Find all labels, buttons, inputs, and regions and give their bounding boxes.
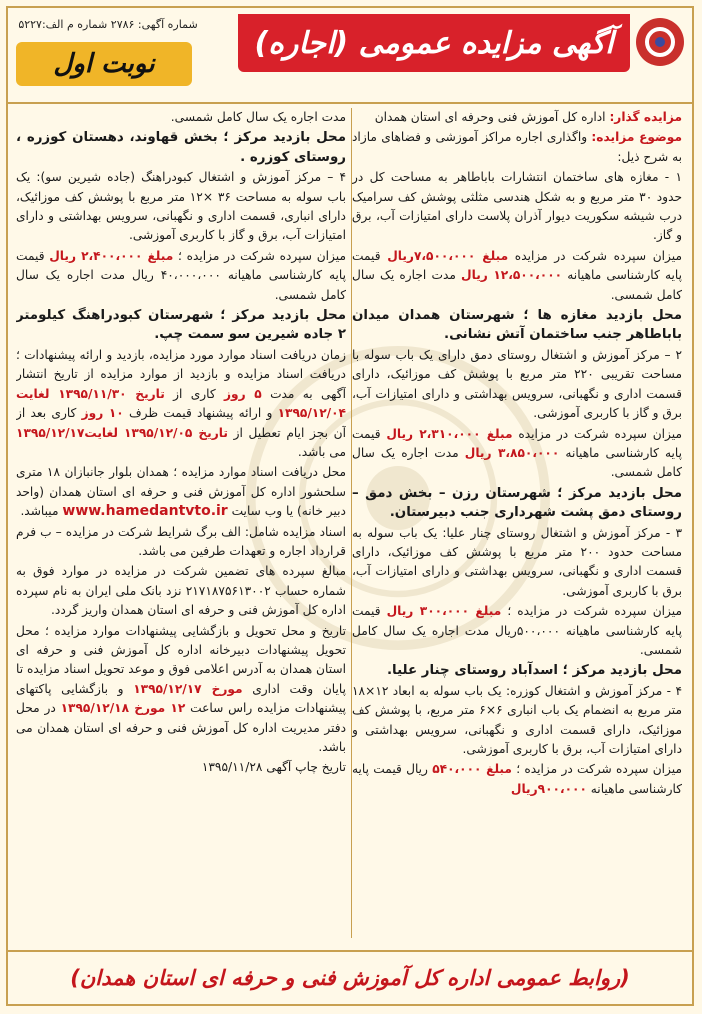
column-divider [351,108,352,938]
item-2-deposit-text: میزان سپرده شرکت در مزایده [512,426,682,441]
item-2-visit-location: محل بازدید مرکز ؛ شهرستان رزن – بخش دمق – روستای دمق پشت شهرداری جنب دبیرستان. [352,485,682,521]
schedule-text-e: می باشد. [297,444,346,459]
schedule-paragraph [16,346,346,462]
item-1-deposit-amount: مبلغ ۷،۵۰۰،۰۰۰ریال [387,248,509,263]
schedule-text-b: کاری از [164,386,224,401]
website-link[interactable]: www.hamedantvto.ir [62,503,228,520]
item-5-deposit [16,247,346,305]
item-4-term: مدت اجاره یک سال کامل شمسی. [170,110,346,124]
item-2-base-amount: ۳،۸۵۰،۰۰۰ ریال [464,445,560,460]
item-1-deposit [352,247,682,305]
item-3-description: ۳ - مرکز آموزش و اشتغال روستای چنار علیا: یک باب سوله به مساحت حدود ۲۰۰ متر مربع با پوشش کف موزائیک، دارای قسمت اداری و نگهبانی، سرویس بهداشتی و دارای امتیازات آب، برق با کاربری آموزشی. [352,525,682,598]
right-column [352,108,682,938]
subject-label: موضوع مزایده: [591,130,682,145]
item-2-description: ۲ – مرکز آموزش و اشتغال روستای دمق دارای یک باب سوله با مساحت تقریبی ۲۲۰ متر مربع با پوشش کف موزائیک، دارای قسمت اداری و نگهبانی، سرویس بهداشتی و دارای امتیازات آب، برق و گاز با کاربری آموزشی. [352,347,682,421]
item-4-visit-location: محل بازدید مرکز ؛ بخش قهاوند، دهستان کوزره ، روستای کوزره . [16,130,346,165]
auctioneer-paragraph [352,108,682,127]
print-date: تاریخ چاپ آگهی ۱۳۹۵/۱۱/۲۸ [201,760,346,775]
opening-time: ۱۲ مورخ ۱۳۹۵/۱۲/۱۸ [60,701,186,716]
page-title: آگهی مزایده عمومی (اجاره) [254,25,614,61]
item-3-deposit [352,602,682,660]
submission-text-b: و بازگشایی پاکتهای پیشنهادات مزایده راس ساعت [16,681,346,716]
item-3-visit-location: محل بازدید مرکز ؛ اسدآباد روستای چنار علیا. [386,663,682,679]
item-4-deposit [352,760,682,799]
deposit-account-paragraph: مبالغ سپرده های تضمین شرکت در مزایده در موارد فوق به شماره حساب ۲۱۷۱۸۷۵۶۱۳۰۰۲ نزد بانک ملی ایران به نام سپرده اداره کل آموزش فنی و حرفه ای استان همدان واریز گردد. [16,564,346,618]
ad-header [8,8,692,100]
title-banner [238,14,630,72]
item-2-deposit [352,425,682,483]
item-1-base-text: قیمت پایه کارشناسی ماهیانه [352,248,682,283]
auctioneer-text: اداره کل آموزش فنی وحرفه ای استان همدان [374,110,610,124]
ad-frame [6,6,694,1006]
item-4-description: ۴ - مرکز آموزش و اشتغال کوزره: یک باب سوله به ابعاد ۱۲×۱۸ متر مربع به انضمام یک باب انباری ۶×۶ متر مربع، با پوشش کف موزائیک، دارای قسمت اداری و نگهبانی، سرویس بهداشتی و دارای امتیازات آب، برق با کاربری آموزشی. [352,683,682,756]
item-3-deposit-amount: مبلغ ۳۰۰،۰۰۰ ریال [386,604,502,619]
item-3-base-text: قیمت پایه کارشناسی ماهیانه ۵۰۰،۰۰۰ریال مدت اجاره یک سال کامل شمسی. [352,604,682,657]
logo-core [655,37,665,47]
schedule-dates-2: تاریخ ۱۳۹۵/۱۲/۰۵ لغایت۱۳۹۵/۱۲/۱۷ [16,425,228,440]
item-5-description: ۴ – مرکز آموزش و اشتغال کبودراهنگ (جاده شیرین سو): یک باب سوله به مساحت ۳۶ ×۱۲ متر مربع با پوشش کف موزائیک، دارای انباری، قسمت اداری و نگهبانی، سرویس بهداشتی و دارای امتیازات آب، برق و گاز با کاربری آموزشی. [16,170,346,243]
item-5-visit-location: محل بازدید مرکز ؛ شهرستان کبودراهنگ کیلومتر ۲ جاده شیرین سو سمت چپ. [16,308,346,343]
item-1-description: ۱ - مغازه های ساختمان انتشارات باباطاهر به مساحت کل در حدود ۳۰ متر مربع و به شکل هندسی مثلثی پوشش کف سرامیک درب شیشه سکوریت دیوار آذران پلاست دارای امتیازات آب، برق و گاز. [352,170,682,243]
item-4-deposit-amount: مبلغ ۵۴۰،۰۰۰ [432,762,512,777]
documents-location-text: محل دریافت اسناد موارد مزایده ؛ همدان بلوار جانبازان ۱۸ متری سلحشور اداره کل آموزش فنی و حرفه ای استان همدان (واحد دبیر خانه) یا وب سایت [16,465,346,519]
logo-ring [645,27,675,57]
item-2-deposit-amount: مبلغ ۲،۳۱۰،۰۰۰ ریال [386,426,513,441]
item-5-deposit-text: میزان سپرده شرکت در مزایده ؛ [173,248,346,263]
submission-text-a: تاریخ و محل تحویل و بازگشایی پیشنهادات موارد مزایده ؛ محل تحویل پیشنهادات دبیرخانه اداره کل آموزش فنی و حرفه ای استان همدان به آدرس اعلامی فوق و موعد تحویل اسناد مزایده تا پایان وقت اداری [16,623,346,696]
left-column [16,108,346,938]
schedule-text-a: زمان دریافت اسناد موارد مورد مزایده، بازدید و ارائه پیشنهادات ؛ دریافت اسناد مزایده و بازدید از موارد مزایده از تاریخ انتشار آگهی به مدت [16,347,346,401]
schedule-text-d: کاری بعد از آن بجز ایام تعطیل از [16,406,346,440]
item-4-deposit-text: میزان سپرده شرکت در مزایده ؛ [511,762,682,777]
publication-round-badge [16,42,192,86]
schedule-days-2: ۱۰ روز [81,406,124,421]
auctioneer-label: مزایده گذار: [609,110,682,124]
item-1-term: مدت اجاره یک سال کامل شمسی. [352,268,682,302]
footer-credit: (روابط عمومی اداره کل آموزش فنی و حرفه ای استان همدان) [70,966,630,990]
item-1-visit-location: محل بازدید مغازه ها ؛ شهرستان همدان میدان باباطاهر جنب ساختمان آتش نشانی. [352,308,682,343]
ad-number: شماره آگهی: ۲۷۸۶ شماره م الف:۵۲۲۷ [18,18,198,31]
item-4-base-amount: ۹۰۰،۰۰۰ریال [510,781,587,796]
item-4-base-text: ریال قیمت پایه کارشناسی ماهیانه [352,762,682,796]
subject-text: واگذاری اجاره مراکز آموزشی و فضاهای مازاد به شرح ذیل: [352,130,682,164]
publication-round-label: نوبت اول [53,49,155,79]
item-1-base-amount: ۱۲،۵۰۰،۰۰۰ ریال [461,268,563,283]
schedule-days-1: ۵ روز [224,386,262,401]
footer-divider [8,950,692,952]
schedule-dates-1: تاریخ ۱۳۹۵/۱۱/۳۰ لغایت ۱۳۹۵/۱۲/۰۴ [16,386,346,421]
submission-paragraph [16,622,346,758]
subject-paragraph [352,128,682,167]
submission-text-c: در محل دفتر مدیریت اداره کل آموزش فنی و حرفه ای استان همدان می باشد. [16,701,346,754]
documents-contents: اسناد مزایده شامل: الف برگ شرایط شرکت در مزایده – ب فرم قرارداد اجاره و تعهدات طرفین می باشد. [16,524,346,558]
schedule-text-c: و ارائه پیشنهاد قیمت ظرف [123,406,278,421]
documents-location-paragraph [16,463,346,521]
item-5-deposit-amount: مبلغ ۲،۴۰۰،۰۰۰ ریال [49,248,174,263]
header-divider [8,102,692,104]
item-1-deposit-text: میزان سپرده شرکت در مزایده [508,248,682,263]
item-2-base-text: قیمت پایه کارشناسی ماهیانه [352,426,682,460]
organization-logo [636,18,684,66]
submission-deadline: مورخ ۱۳۹۵/۱۲/۱۷ [133,681,243,696]
documents-location-end: میباشد. [20,504,63,519]
item-2-term: مدت اجاره یک سال کامل شمسی. [352,445,682,480]
item-5-base-text: قیمت پایه کارشناسی ماهیانه ۴۰،۰۰۰،۰۰۰ ریال مدت اجاره یک سال کامل شمسی. [16,248,346,302]
item-3-deposit-text: میزان سپرده شرکت در مزایده ؛ [501,604,682,619]
